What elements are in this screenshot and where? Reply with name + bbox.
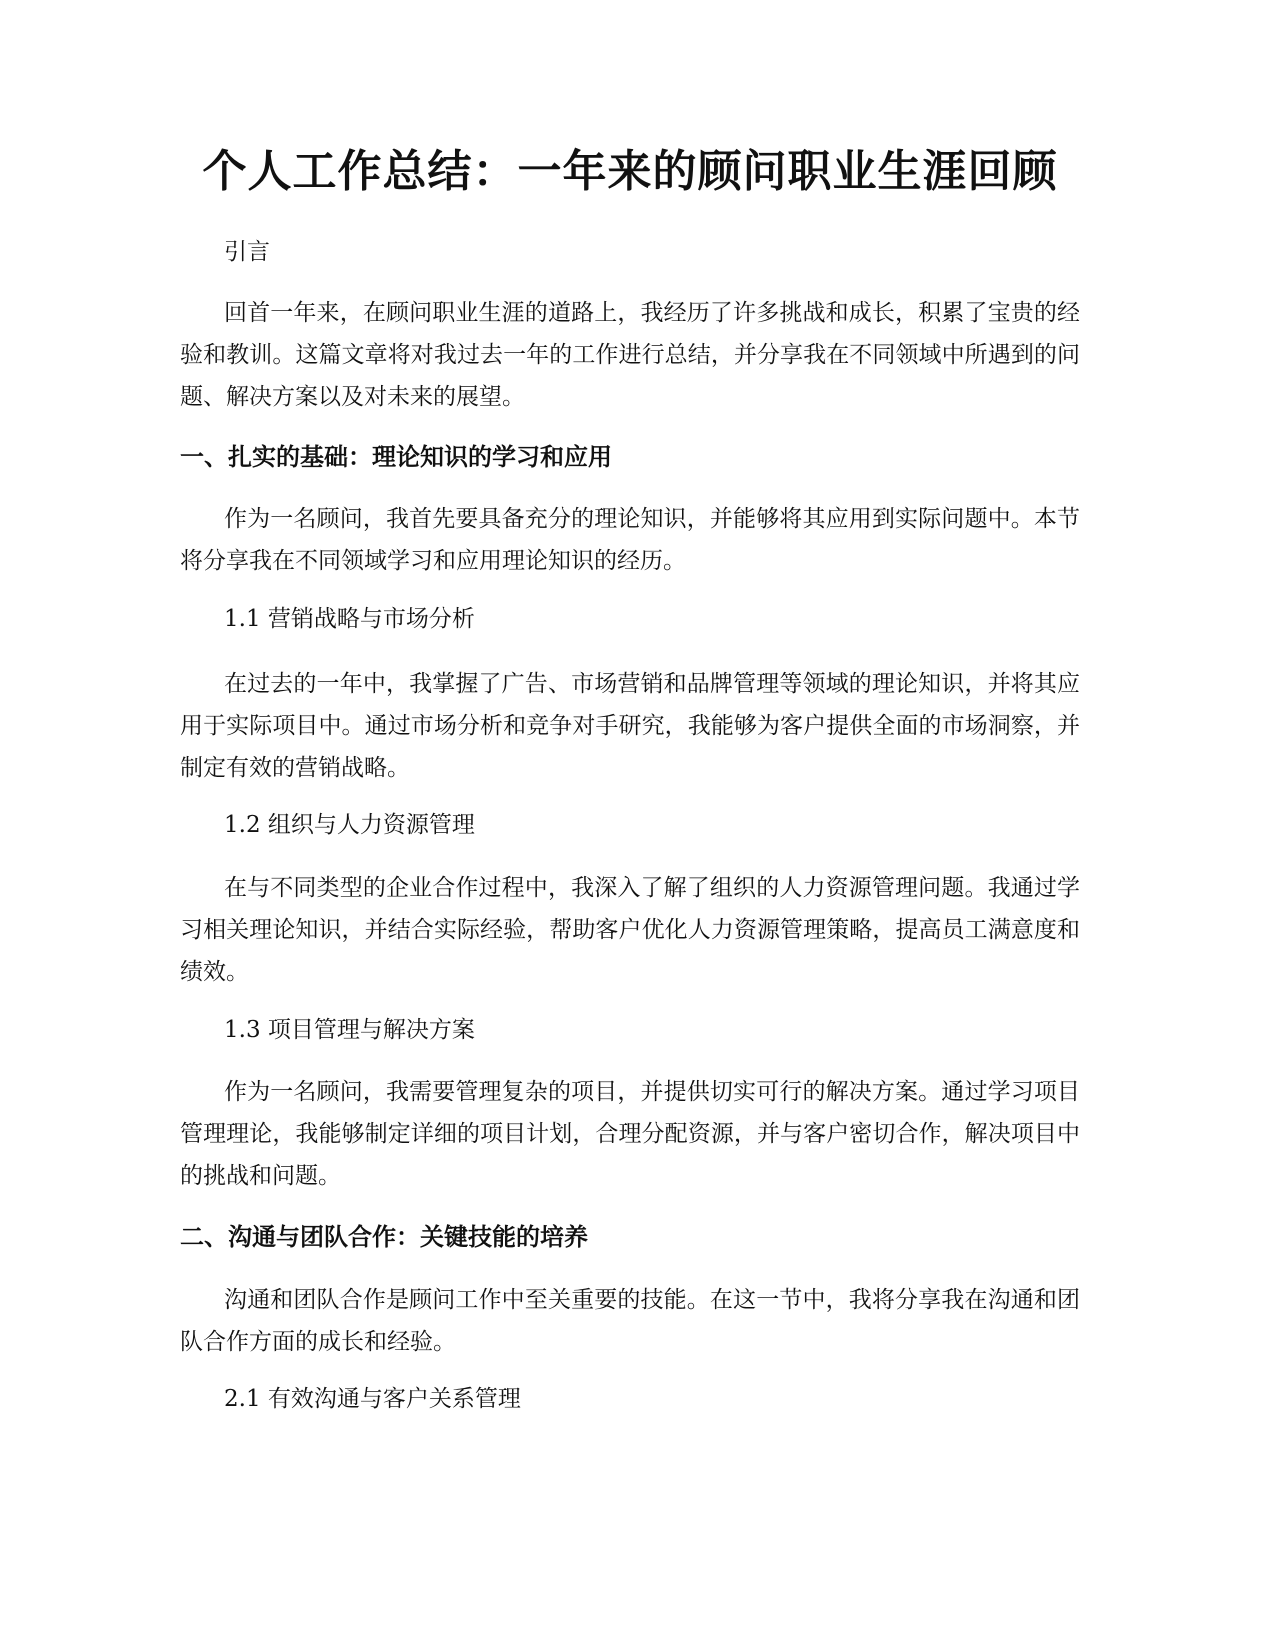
- intro-paragraph: 回首一年来，在顾问职业生涯的道路上，我经历了许多挑战和成长，积累了宝贵的经验和教训。这篇文章将对我过去一年的工作进行总结，并分享我在不同领域中所遇到的问题、解决方案以及对未来的展望。: [180, 300, 1080, 410]
- subsection-1-2-title: 1.2 组织与人力资源管理: [224, 812, 475, 838]
- section-1-heading: 一、扎实的基础：理论知识的学习和应用: [180, 443, 612, 471]
- section-2-heading: 二、沟通与团队合作：关键技能的培养: [180, 1223, 588, 1251]
- intro-label: 引言: [224, 239, 270, 265]
- subsection-1-2-text: 在与不同类型的企业合作过程中，我深入了解了组织的人力资源管理问题。我通过学习相关理论知识，并结合实际经验，帮助客户优化人力资源管理策略，提高员工满意度和绩效。: [180, 875, 1080, 985]
- document-title: 个人工作总结：一年来的顾问职业生涯回顾: [202, 146, 1058, 197]
- subsection-2-1-title: 2.1 有效沟通与客户关系管理: [224, 1386, 521, 1412]
- subsection-1-1-text: 在过去的一年中，我掌握了广告、市场营销和品牌管理等领域的理论知识，并将其应用于实际项目中。通过市场分析和竞争对手研究，我能够为客户提供全面的市场洞察，并制定有效的营销战略。: [180, 671, 1080, 781]
- subsection-1-3-title: 1.3 项目管理与解决方案: [224, 1017, 475, 1043]
- subsection-1-3-text: 作为一名顾问，我需要管理复杂的项目，并提供切实可行的解决方案。通过学习项目管理理论，我能够制定详细的项目计划，合理分配资源，并与客户密切合作，解决项目中的挑战和问题。: [180, 1079, 1080, 1189]
- subsection-1-1-title: 1.1 营销战略与市场分析: [224, 606, 475, 632]
- section-1-intro: 作为一名顾问，我首先要具备充分的理论知识，并能够将其应用到实际问题中。本节将分享我在不同领域学习和应用理论知识的经历。: [180, 506, 1080, 574]
- section-2-intro: 沟通和团队合作是顾问工作中至关重要的技能。在这一节中，我将分享我在沟通和团队合作方面的成长和经验。: [180, 1287, 1080, 1355]
